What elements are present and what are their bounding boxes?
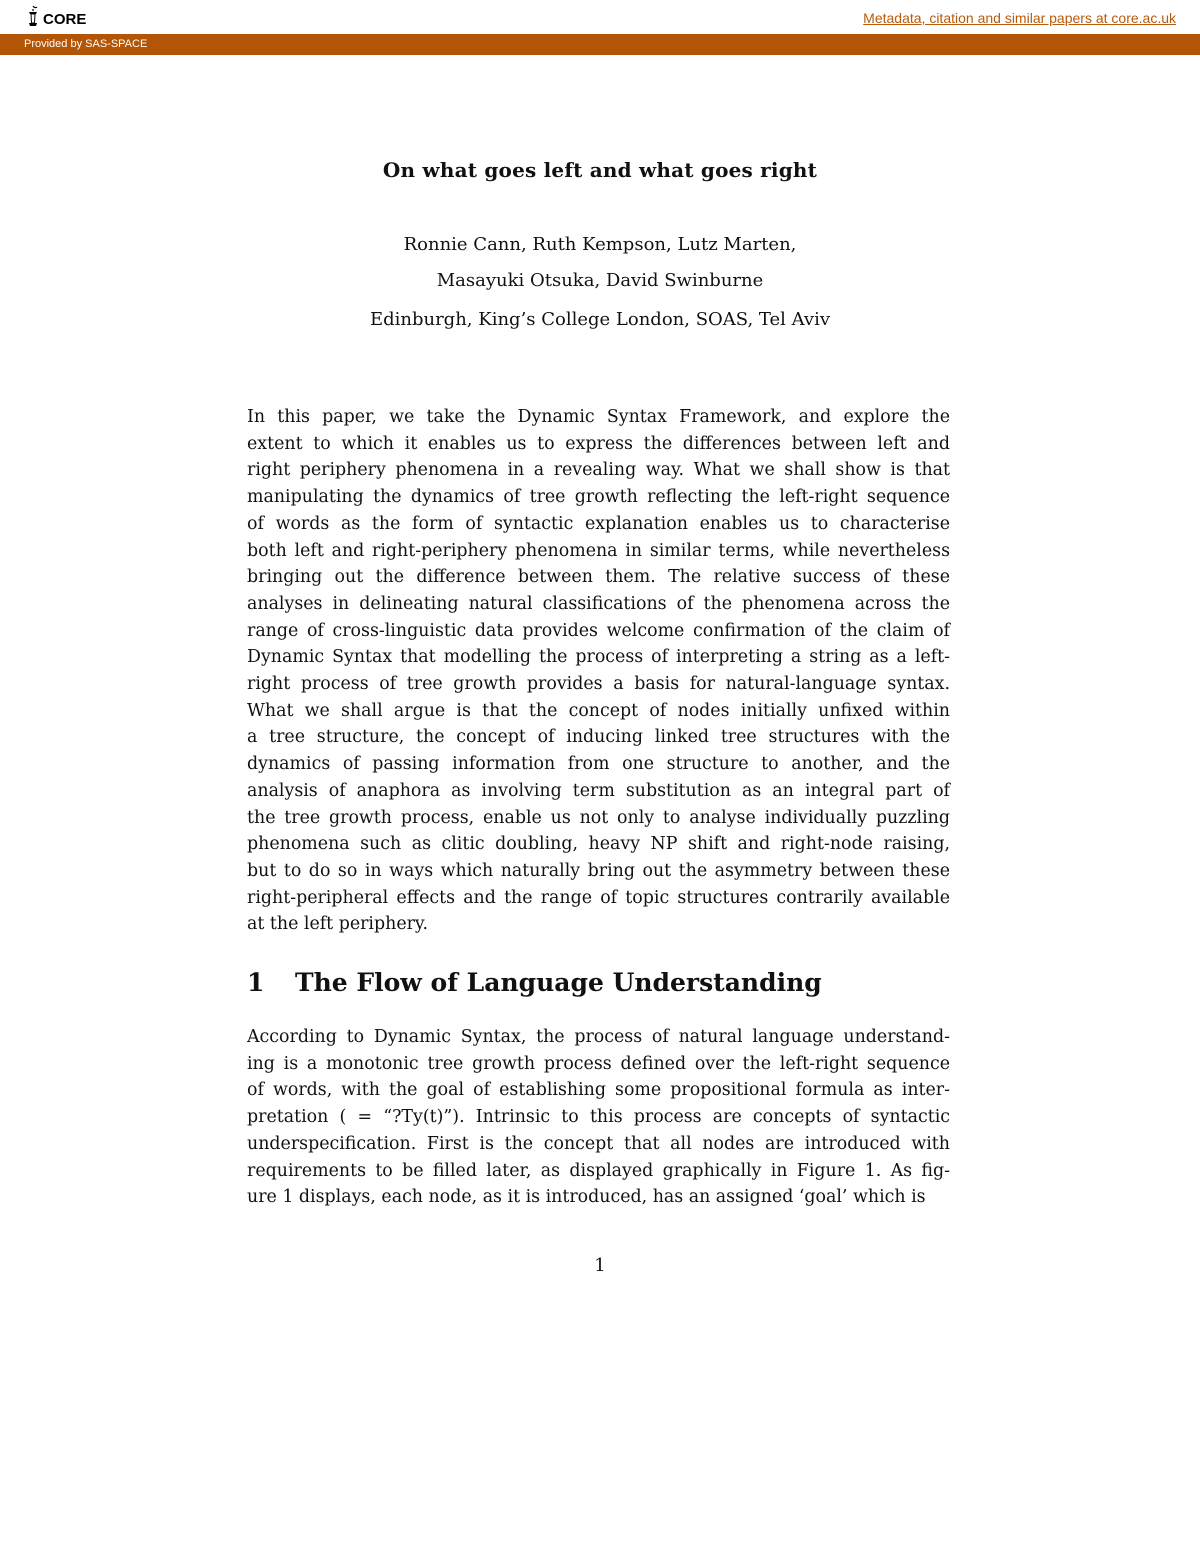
text-line: right periphery phenomena in a revealing way. What we shall show is that — [247, 460, 950, 481]
text-line: right-peripheral effects and the range of topic structures contrarily available — [247, 887, 950, 908]
text-line: analyses in delineating natural classifications of the phenomena across the — [247, 593, 950, 614]
text-line: analysis of anaphora as involving term substitution as an integral part of — [247, 780, 950, 801]
core-logo-text: CORE — [43, 10, 87, 28]
text-line: underspecification. First is the concept that all nodes are introduced with — [247, 1133, 950, 1154]
text-line: pretation ( = “?Ty(t)”). Intrinsic to this process are concepts of syntactic — [247, 1107, 950, 1128]
text-line: but to do so in ways which naturally bring out the asymmetry between these — [247, 860, 950, 881]
text-line: dynamics of passing information from one structure to another, and the — [247, 754, 950, 775]
section-number: 1 — [247, 968, 265, 997]
section-heading — [247, 968, 822, 997]
text-line: According to Dynamic Syntax, the process of natural language understand- — [247, 1027, 950, 1047]
paper-title: On what goes left and what goes right — [382, 158, 818, 182]
text-line: a tree structure, the concept of inducing linked tree structures with the — [247, 727, 950, 748]
affiliations: Edinburgh, King’s College London, SOAS, Tel Aviv — [369, 309, 831, 330]
text-line: ure 1 displays, each node, as it is introduced, has an assigned ‘goal’ which is — [247, 1187, 926, 1208]
text-line: extent to which it enables us to express the differences between left and — [247, 433, 950, 454]
text-line: right process of tree growth provides a basis for natural-language syntax. — [247, 674, 950, 695]
text-line: requirements to be filled later, as displayed graphically in Figure 1. As fig- — [247, 1160, 950, 1181]
section-body — [247, 1024, 950, 1211]
text-line: ing is a monotonic tree growth process defined over the left-right sequence — [247, 1053, 950, 1074]
core-logo[interactable] — [26, 4, 86, 30]
section-title: The Flow of Language Understanding — [295, 968, 822, 997]
text-line: What we shall argue is that the concept of nodes initially unfixed within — [247, 700, 950, 721]
text-line: Dynamic Syntax that modelling the process of interpreting a string as a left- — [247, 647, 950, 668]
text-line: bringing out the difference between them. The relative success of these — [247, 567, 950, 588]
text-line: phenomena such as clitic doubling, heavy NP shift and right-node raising, — [247, 834, 950, 855]
text-line: of words, with the goal of establishing some propositional formula as inter- — [247, 1080, 950, 1101]
core-provider-bar — [0, 34, 1200, 55]
page-number: 1 — [594, 1255, 606, 1276]
apple-icon — [26, 5, 40, 29]
text-line: at the left periphery. — [247, 914, 428, 935]
text-line: In this paper, we take the Dynamic Syntax Framework, and explore the — [247, 407, 950, 427]
text-line: of words as the form of syntactic explanation enables us to characterise — [247, 513, 950, 534]
text-line: range of cross-linguistic data provides welcome confirmation of the claim of — [247, 620, 950, 641]
metadata-link[interactable]: Metadata, citation and similar papers at core.ac.uk — [863, 10, 1176, 26]
text-line: the tree growth process, enable us not only to analyse individually puzzling — [247, 807, 950, 828]
core-header — [0, 0, 1200, 34]
abstract — [247, 404, 950, 938]
text-line: manipulating the dynamics of tree growth reflecting the left-right sequence — [247, 487, 950, 508]
authors-line-2: Masayuki Otsuka, David Swinburne — [436, 270, 764, 291]
authors-line-1: Ronnie Cann, Ruth Kempson, Lutz Marten, — [403, 234, 797, 255]
text-line: both left and right-periphery phenomena in similar terms, while nevertheless — [247, 540, 950, 561]
provided-by-label: Provided by SAS-SPACE — [24, 38, 148, 50]
